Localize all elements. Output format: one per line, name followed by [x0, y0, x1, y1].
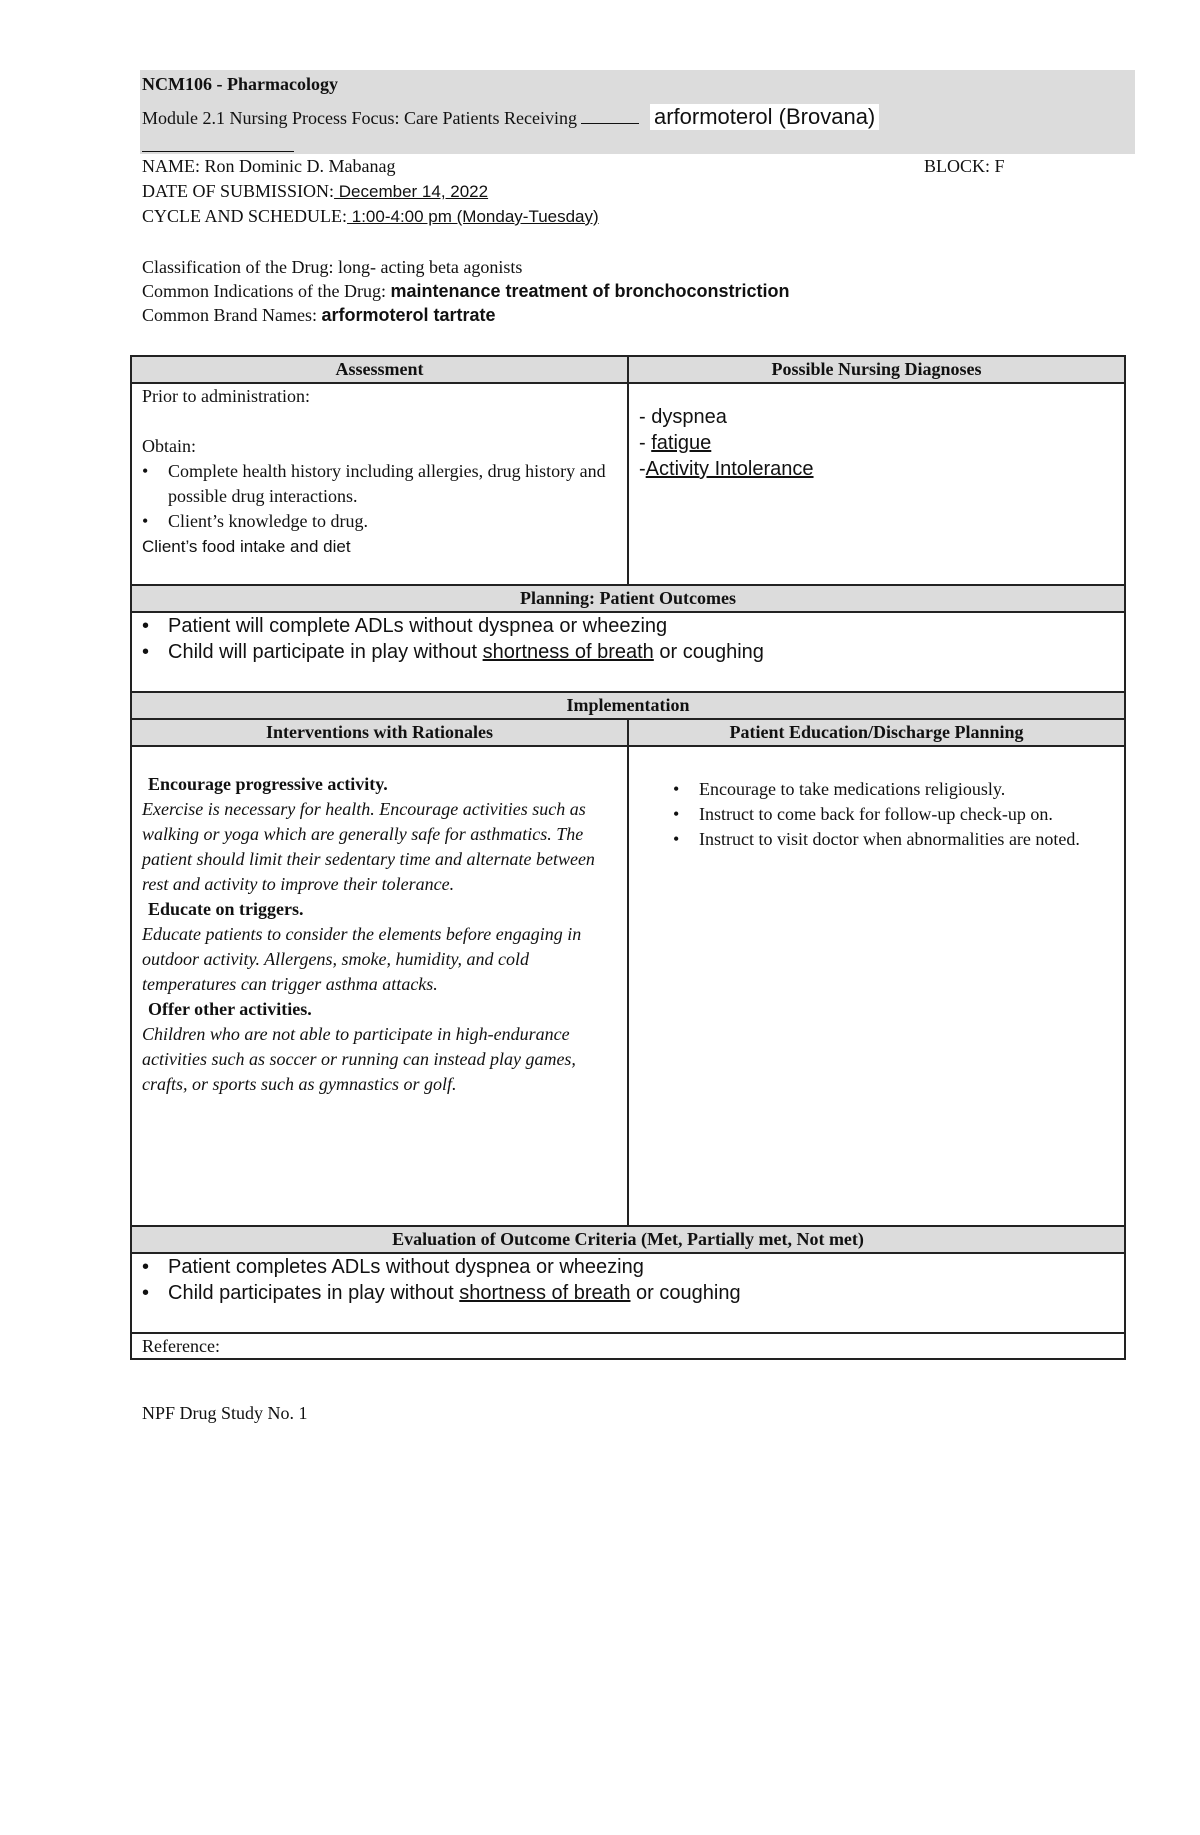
implementation-header-row [131, 692, 1125, 719]
interventions-header: Interventions with Rationales [131, 719, 628, 746]
block-value: F [994, 156, 1005, 176]
diagnosis-activity-intolerance: Activity Intolerance [645, 458, 814, 480]
criterion-text: or coughing [630, 1282, 741, 1304]
education-item: • Instruct to visit doctor when abnormalities are noted. [629, 827, 1114, 852]
underline-bar [142, 151, 294, 152]
indications-value: maintenance treatment of bronchoconstriction [390, 281, 790, 301]
assessment-header: Assessment [131, 356, 628, 383]
intervention-title: Offer other activities. [148, 999, 312, 1019]
assessment-item: • Client’s knowledge to drug. [98, 509, 617, 534]
name-label: NAME: [142, 156, 200, 176]
assessment-list [98, 459, 617, 534]
criterion-text: Child participates in play without [168, 1282, 460, 1304]
outcome-underlined: shortness of breath [482, 641, 654, 663]
interventions-cell [131, 746, 628, 1226]
indications-label: Common Indications of the Drug: [142, 281, 386, 301]
education-item: • Encourage to take medications religiously. [629, 777, 1114, 802]
module-line [142, 104, 879, 130]
planning-row [131, 612, 1125, 692]
course-title: NCM106 - Pharmacology [142, 74, 338, 94]
education-cell [628, 746, 1125, 1226]
schedule-label: CYCLE AND SCHEDULE: [142, 206, 348, 226]
intervention-rationale: Educate patients to consider the elements before engaging in outdoor activity. Allergens, smoke, humidity, and cold temperatures can trigger asthma attacks. [142, 924, 582, 994]
assessment-prior: Prior to administration: [142, 386, 310, 406]
indications-row [142, 281, 790, 302]
assessment-cell [131, 383, 628, 585]
planning-outcome [98, 639, 1114, 665]
schedule-value: 1:00-4:00 pm (Monday-Tuesday) [347, 207, 599, 226]
evaluation-header-row [131, 1226, 1125, 1253]
evaluation-row [131, 1253, 1125, 1333]
schedule-row [142, 206, 599, 227]
drug-name: arformoterol (Brovana) [650, 104, 879, 130]
criterion-underlined: shortness of breath [459, 1282, 631, 1304]
assessment-extra: Client’s food intake and diet [142, 537, 351, 556]
planning-cell [131, 612, 1125, 692]
intervention-title: Encourage progressive activity. [148, 774, 388, 794]
block-label: BLOCK: [924, 156, 991, 176]
evaluation-criterion [98, 1280, 1114, 1306]
planning-list [98, 613, 1114, 665]
education-item: • Instruct to come back for follow-up check-up on. [629, 802, 1114, 827]
classification-label: Classification of the Drug: [142, 257, 334, 277]
brands-value: arformoterol tartrate [321, 305, 496, 325]
name-row [142, 156, 395, 177]
planning-header-row [131, 585, 1125, 612]
assessment-row [131, 383, 1125, 585]
implementation-header: Implementation [131, 692, 1125, 719]
evaluation-criterion: • Patient completes ADLs without dyspnea or wheezing [98, 1254, 1114, 1280]
assessment-obtain: Obtain: [142, 436, 196, 456]
implementation-subheader-row [131, 719, 1125, 746]
brands-row [142, 305, 496, 326]
assessment-item: • Complete health history including allergies, drug history and possible drug interactions. [98, 459, 617, 509]
classification-row [142, 257, 522, 278]
date-row [142, 181, 488, 202]
brands-label: Common Brand Names: [142, 305, 317, 325]
assessment-header-row [131, 356, 1125, 383]
outcome-text: or coughing [653, 641, 764, 663]
student-name: Ron Dominic D. Mabanag [204, 156, 396, 176]
diagnosis-fatigue-row [639, 430, 1114, 456]
education-header: Patient Education/Discharge Planning [628, 719, 1125, 746]
diagnosis-activity-row [639, 456, 1114, 482]
date-value: December 14, 2022 [334, 182, 489, 201]
reference-row [131, 1333, 1125, 1359]
classification-value: long- acting beta agonists [337, 257, 523, 277]
intervention-rationale: Exercise is necessary for health. Encourage activities such as walking or yoga which are generally safe for asthmatics. The patient should limit their sedentary time and alternate between rest and activity to improve their tolerance. [142, 799, 595, 894]
diagnoses-list [639, 384, 1114, 482]
evaluation-list [98, 1254, 1114, 1306]
planning-header: Planning: Patient Outcomes [131, 585, 1125, 612]
outcome-text: Child will participate in play without [168, 641, 483, 663]
diagnosis-fatigue: fatigue [651, 432, 712, 454]
diagnoses-header: Possible Nursing Diagnoses [628, 356, 1125, 383]
reference-cell: Reference: [131, 1333, 1125, 1359]
block-row [924, 156, 1005, 177]
planning-outcome: • Patient will complete ADLs without dyspnea or wheezing [98, 613, 1114, 639]
evaluation-cell [131, 1253, 1125, 1333]
blank-line [581, 107, 639, 124]
implementation-row [131, 746, 1125, 1226]
module-prefix: Module 2.1 Nursing Process Focus: Care Patients Receiving [142, 108, 577, 128]
diagnoses-cell [628, 383, 1125, 585]
intervention-title: Educate on triggers. [148, 899, 304, 919]
intervention-rationale: Children who are not able to participate in high-endurance activities such as soccer or running can instead play games, crafts, or sports such as gymnastics or golf. [142, 1024, 576, 1094]
diagnosis-prefix: - [639, 432, 652, 454]
diagnosis-dyspnea: - dyspnea [639, 406, 727, 428]
diagnosis-prefix: - [639, 458, 646, 480]
education-list [629, 777, 1114, 852]
footer-note: NPF Drug Study No. 1 [142, 1403, 308, 1423]
date-label: DATE OF SUBMISSION: [142, 181, 335, 201]
evaluation-header: Evaluation of Outcome Criteria (Met, Partially met, Not met) [131, 1226, 1125, 1253]
nursing-process-table [130, 355, 1126, 1360]
